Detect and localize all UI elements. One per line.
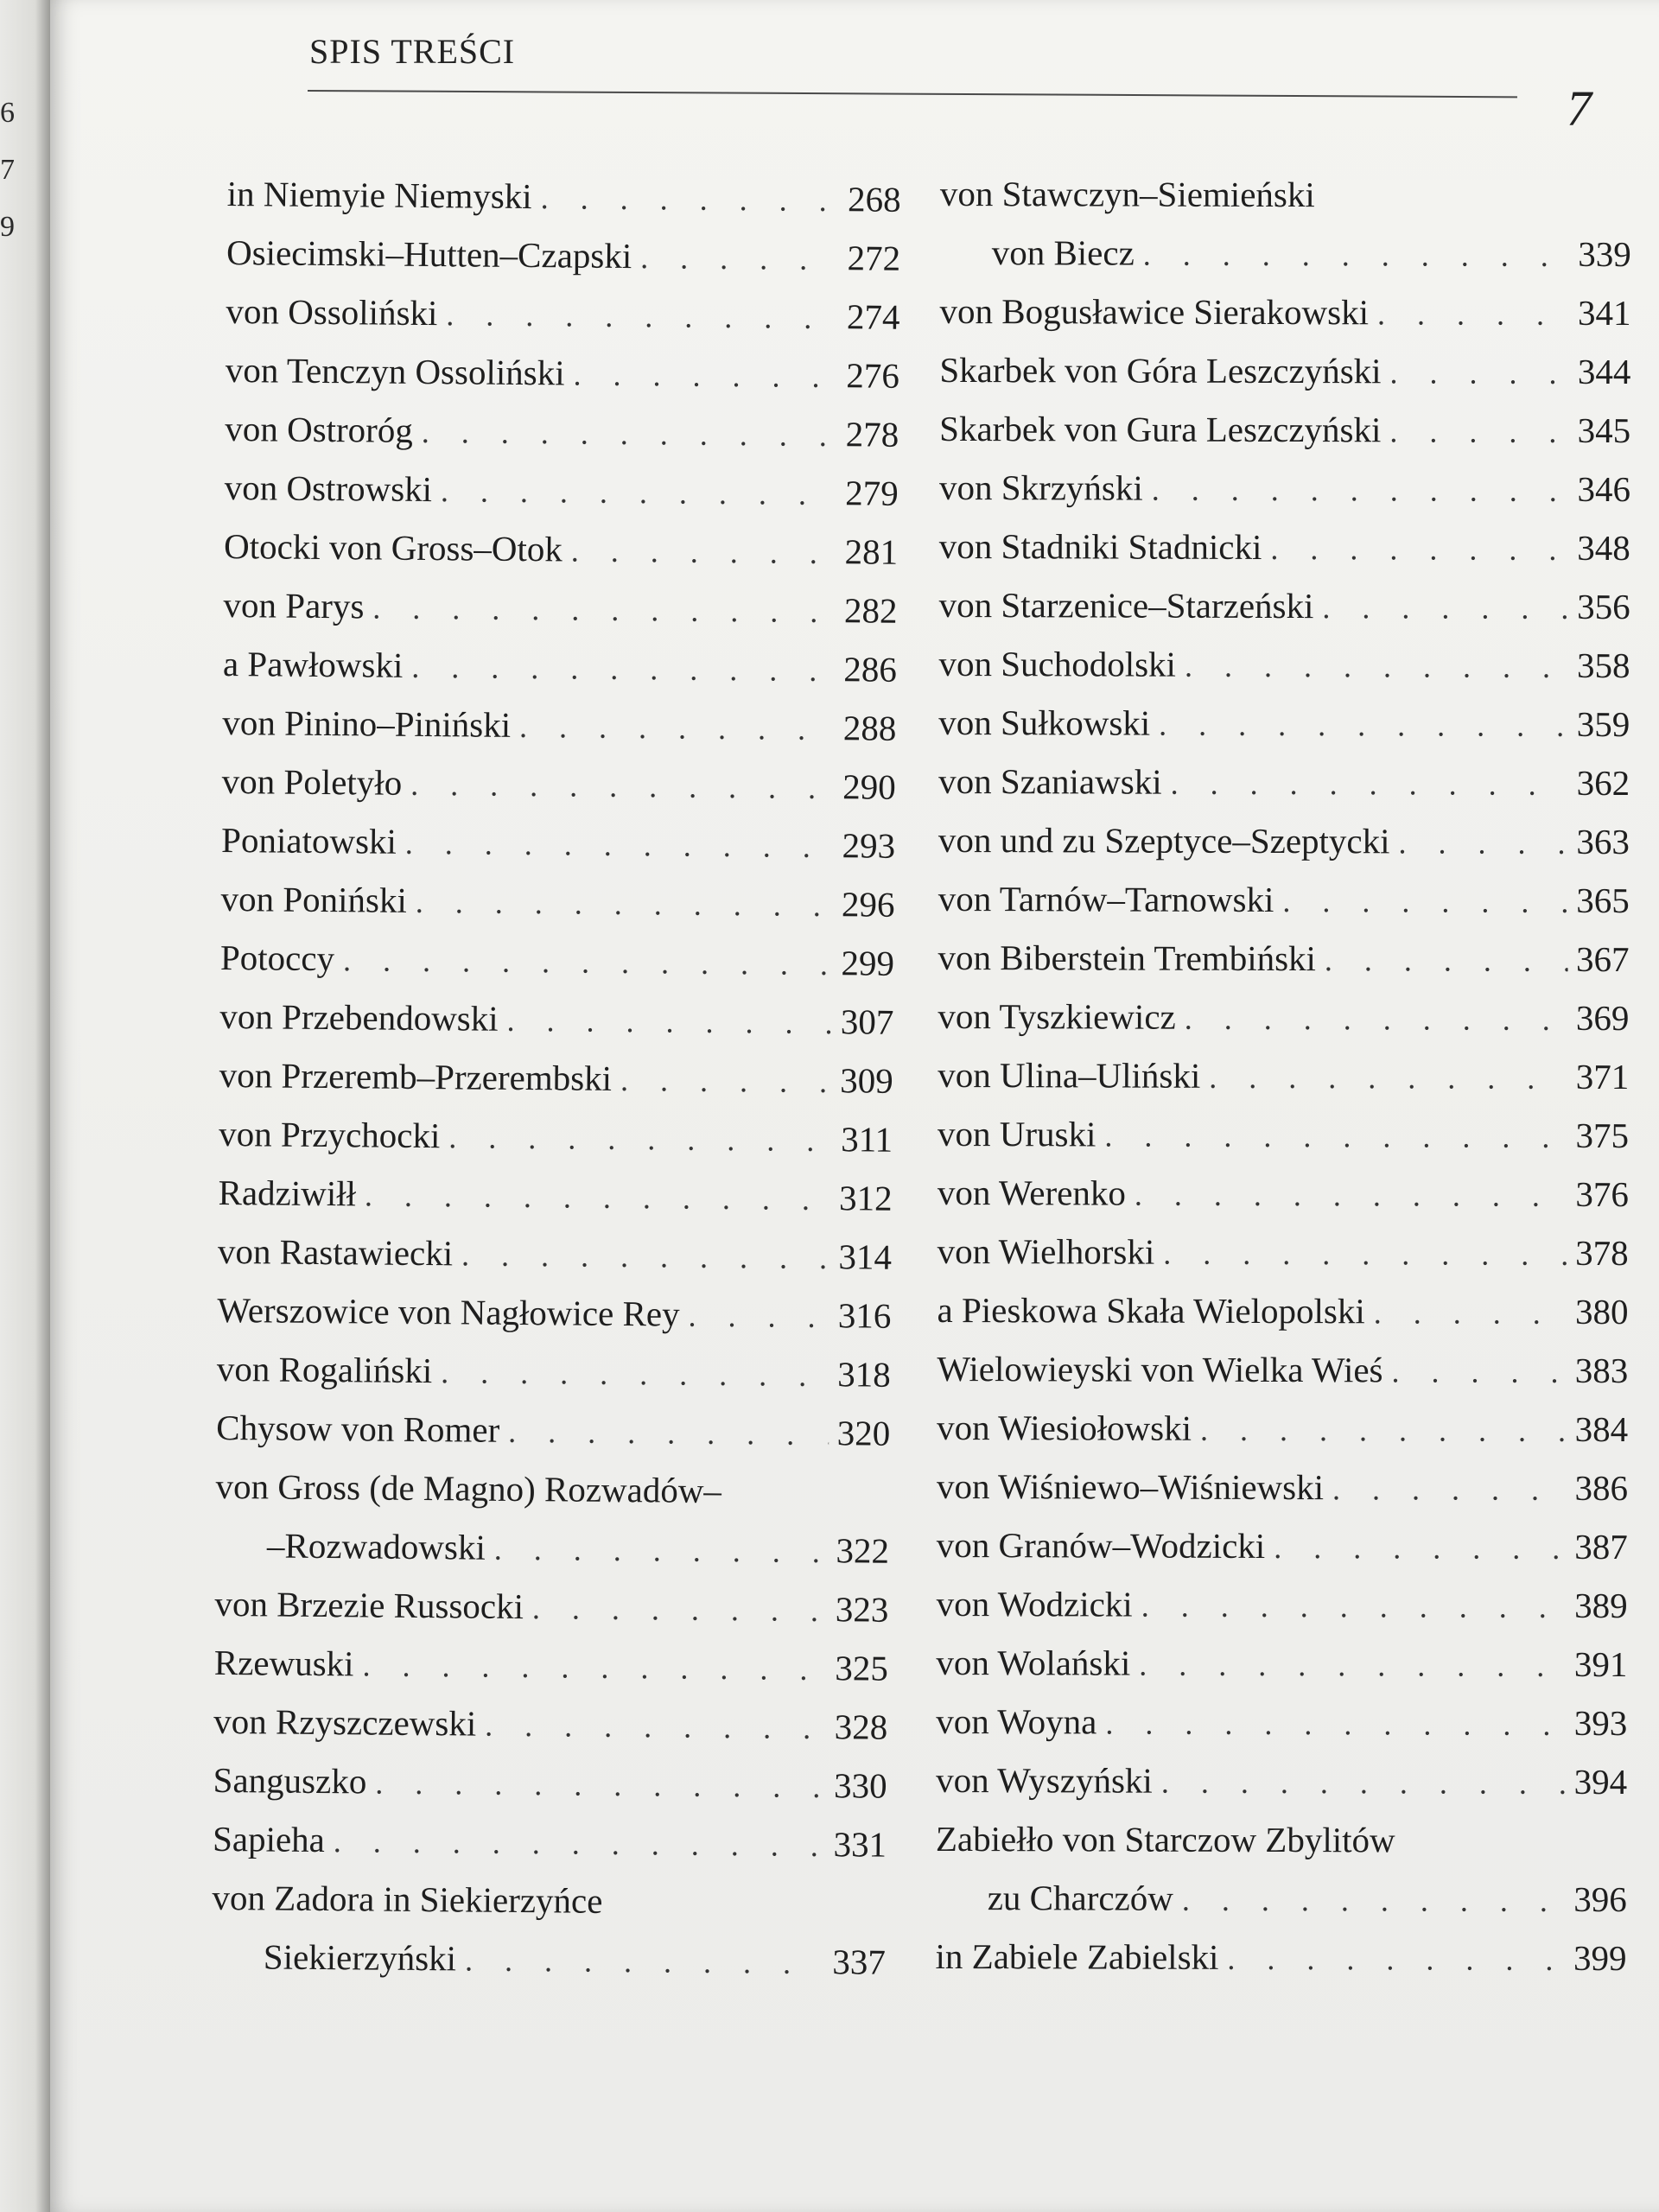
- toc-entry: [938, 1046, 1629, 1106]
- dot-leader: [372, 578, 836, 641]
- toc-entry: [214, 1633, 889, 1698]
- toc-entry-name: von Przebendowski: [219, 995, 499, 1039]
- dot-leader: [1135, 1166, 1567, 1225]
- toc-entry: [217, 1281, 892, 1345]
- toc-entry-name: von Woyna: [936, 1700, 1097, 1742]
- toc-entry-name: von Tarnów–Tarnowski: [938, 878, 1274, 920]
- toc-entry-name: von Starzenice–Starzeński: [938, 584, 1314, 626]
- toc-entry-name: –Rozwadowski: [266, 1525, 486, 1567]
- toc-entry-name: von Przeremb–Przerembski: [219, 1054, 613, 1098]
- toc-entry-name: Potoccy: [219, 937, 335, 979]
- toc-entry-name: von Rastawiecki: [217, 1230, 454, 1274]
- toc-entry-name: Rzewuski: [213, 1642, 354, 1684]
- header-rule: [308, 90, 1517, 98]
- toc-entry: [221, 810, 896, 875]
- dot-leader: [362, 1636, 826, 1699]
- dot-leader: [1391, 1342, 1566, 1402]
- dot-leader: [573, 346, 837, 407]
- dot-leader: [448, 1108, 832, 1170]
- toc-entry-name: von Szaniawski: [938, 760, 1162, 802]
- toc-entry-name: Werszowice von Nagłowice Rey: [217, 1289, 680, 1334]
- toc-entry: [213, 1751, 887, 1815]
- toc-entry: [224, 517, 899, 582]
- toc-entry-page: 272: [847, 238, 901, 278]
- toc-entry: [226, 282, 900, 346]
- dot-leader: [1185, 637, 1568, 696]
- dot-leader: [1139, 1636, 1566, 1695]
- toc-entry: [939, 575, 1630, 636]
- toc-entry-name: a Pieskowa Skała Wielopolski: [937, 1289, 1365, 1332]
- toc-entry-name: von Biberstein Trembiński: [938, 937, 1317, 979]
- toc-entry-page: 330: [833, 1765, 887, 1806]
- toc-entry-page: 371: [1575, 1056, 1630, 1097]
- toc-entry-name: Radziwiłł: [218, 1172, 357, 1214]
- toc-entry: [938, 1222, 1629, 1282]
- toc-entry-name: von Brzezie Russocki: [214, 1583, 524, 1627]
- dot-leader: [1322, 578, 1568, 638]
- toc-entry: [938, 752, 1630, 812]
- toc-entry-page: 337: [832, 1942, 887, 1982]
- toc-entry-name: von Sułkowski: [938, 702, 1151, 743]
- toc-entry-name: von Pinino–Piniński: [222, 702, 512, 745]
- toc-entry-page: 312: [838, 1178, 893, 1218]
- book-page: [50, 0, 1659, 2212]
- toc-entry: [939, 399, 1630, 460]
- dot-leader: [506, 991, 832, 1052]
- toc-entry-page: 378: [1575, 1232, 1629, 1274]
- toc-entry-name: von Werenko: [937, 1172, 1126, 1213]
- toc-entry: [215, 1516, 890, 1580]
- toc-entry: [226, 164, 901, 229]
- toc-entry-page: 288: [842, 708, 897, 748]
- toc-entry: [935, 1927, 1626, 1987]
- toc-entry-name: von Tyszkiewicz: [938, 995, 1176, 1037]
- dot-leader: [1270, 519, 1568, 579]
- dot-leader: [1141, 1577, 1567, 1637]
- toc-entry: [220, 869, 895, 934]
- toc-entry-name: Sapieha: [212, 1818, 326, 1860]
- toc-entry-name: von Wiśniewo–Wiśniewski: [936, 1465, 1325, 1508]
- toc-entry: [216, 1398, 891, 1463]
- dot-leader: [334, 1812, 825, 1875]
- toc-entry-page: 393: [1573, 1702, 1628, 1744]
- toc-entry-name: von Stawczyn–Siemieński: [939, 173, 1315, 215]
- dot-leader: [411, 638, 836, 700]
- toc-entry-name: von Ostroróg: [225, 408, 414, 450]
- dot-leader: [446, 285, 838, 347]
- dot-leader: [1163, 1224, 1567, 1284]
- dot-leader: [1377, 284, 1569, 344]
- toc-entry-page: 276: [846, 355, 900, 396]
- toc-entry: [940, 223, 1631, 283]
- dot-leader: [422, 403, 838, 465]
- page-number: 7: [1567, 80, 1592, 137]
- toc-entry: [224, 458, 899, 523]
- toc-entry: [212, 1927, 887, 1992]
- toc-entry: [219, 987, 894, 1052]
- toc-entry: [937, 1339, 1628, 1400]
- toc-entry-name: von Wolański: [936, 1642, 1131, 1683]
- toc-entry-page: 365: [1576, 880, 1630, 921]
- dot-leader: [1389, 402, 1568, 461]
- toc-entry: [938, 1104, 1629, 1165]
- toc-entry: [939, 458, 1630, 518]
- dot-leader: [1171, 754, 1568, 814]
- toc-entry: [213, 1809, 887, 1874]
- dot-leader: [1104, 1107, 1567, 1166]
- toc-entry-name: von Uruski: [938, 1113, 1096, 1154]
- dot-leader: [620, 1051, 832, 1111]
- dot-leader: [1159, 696, 1568, 755]
- dot-leader: [1389, 343, 1568, 403]
- dot-leader: [1143, 226, 1570, 285]
- toc-entry-page: 356: [1577, 586, 1630, 627]
- toc-entry-page: 396: [1573, 1878, 1627, 1920]
- dot-leader: [1209, 1048, 1567, 1108]
- toc-entry: [219, 1104, 893, 1169]
- toc-entry-page: 394: [1573, 1761, 1628, 1802]
- toc-entry: [939, 517, 1630, 577]
- toc-entry-name: von Rzyszczewski: [213, 1700, 477, 1744]
- toc-entry: [939, 340, 1630, 401]
- previous-page-number: 6: [0, 97, 15, 129]
- toc-entry: [937, 1574, 1628, 1635]
- toc-entry: [937, 1281, 1628, 1341]
- toc-entry-name: von Zadora in Siekierzyńce: [212, 1877, 603, 1921]
- toc-entry-name: in Niemyie Niemyski: [226, 173, 532, 217]
- previous-page-number: 9: [0, 211, 15, 243]
- toc-entry-page: 367: [1576, 938, 1630, 980]
- toc-entry-page: 299: [841, 943, 895, 983]
- toc-entry-name: Sanguszko: [213, 1759, 367, 1802]
- toc-entry-page: 322: [836, 1530, 890, 1571]
- toc-entry-page: 345: [1577, 410, 1631, 451]
- toc-entry: [940, 164, 1631, 225]
- toc-entry-page: 274: [846, 296, 900, 337]
- dot-leader: [1325, 931, 1567, 990]
- toc-entry: [937, 1516, 1628, 1576]
- dot-leader: [441, 1343, 830, 1405]
- dot-leader: [1374, 1283, 1567, 1343]
- toc-entry-page: 281: [844, 531, 899, 572]
- toc-entry-page: 307: [840, 1001, 894, 1042]
- toc-entry: [226, 340, 900, 405]
- dot-leader: [375, 1754, 825, 1817]
- dot-leader: [1282, 872, 1567, 931]
- toc-entry-page: 323: [835, 1589, 889, 1630]
- toc-entry: [221, 752, 896, 817]
- toc-entry: [223, 575, 898, 640]
- toc-entry-name: von Wodzicki: [936, 1583, 1133, 1624]
- dot-leader: [416, 873, 834, 935]
- toc-entry-page: 389: [1574, 1585, 1628, 1626]
- dot-leader: [508, 1402, 829, 1464]
- toc-entry-name: von Skrzyński: [938, 467, 1143, 508]
- dot-leader: [441, 461, 837, 524]
- toc-entry-name: von Wyszyński: [936, 1759, 1153, 1801]
- toc-entry-name: von Bogusławice Sierakowski: [939, 290, 1370, 333]
- toc-entry-page: 341: [1577, 292, 1631, 334]
- toc-entry: [214, 1574, 889, 1639]
- toc-entry: [226, 223, 901, 288]
- toc-entry: [212, 1868, 887, 1933]
- toc-entry: [225, 399, 899, 464]
- running-header: SPIS TREŚCI: [309, 32, 516, 71]
- toc-entry-page: 328: [834, 1707, 888, 1747]
- toc-entry-name: a Pawłowski: [222, 643, 404, 685]
- dot-leader: [465, 1930, 824, 1993]
- toc-entry-page: 363: [1576, 821, 1630, 862]
- toc-entry-name: von Ossoliński: [226, 290, 438, 334]
- toc-entry: [215, 1457, 890, 1522]
- toc-column-right: [935, 164, 1631, 1987]
- toc-entry-name: Skarbek von Góra Leszczyński: [939, 349, 1382, 391]
- toc-entry-page: 359: [1576, 703, 1630, 745]
- toc-entry-name: von und zu Szeptyce–Szeptycki: [938, 819, 1390, 861]
- toc-entry-page: 383: [1574, 1350, 1629, 1391]
- toc-entry-page: 309: [840, 1060, 893, 1101]
- dot-leader: [519, 697, 835, 759]
- toc-entry-page: 325: [835, 1648, 889, 1688]
- previous-page-edge: [0, 0, 50, 2212]
- toc-entry-page: 348: [1577, 527, 1630, 569]
- dot-leader: [571, 521, 836, 582]
- toc-entry: [938, 1163, 1629, 1224]
- toc-entry-page: 339: [1578, 233, 1631, 275]
- toc-entry-page: 320: [836, 1413, 891, 1453]
- toc-entry-name: von Suchodolski: [938, 643, 1177, 684]
- toc-entry-name: von Stadniki Stadnicki: [938, 525, 1262, 567]
- toc-entry-page: 369: [1575, 997, 1630, 1039]
- dot-leader: [494, 1520, 828, 1581]
- toc-entry-page: 358: [1576, 645, 1630, 686]
- toc-entry-page: 391: [1573, 1643, 1628, 1685]
- toc-entry-name: von Parys: [223, 584, 365, 626]
- dot-leader: [1200, 1401, 1567, 1460]
- toc-entry: [936, 1692, 1627, 1752]
- toc-entry: [213, 1692, 888, 1757]
- toc-entry-page: 279: [845, 473, 899, 513]
- dot-leader: [1227, 1929, 1565, 1989]
- toc-entry: [223, 634, 898, 699]
- toc-entry-name: von Wiesiołowski: [937, 1407, 1192, 1448]
- toc-entry-name: von Gross (de Magno) Rozwadów–: [215, 1465, 722, 1511]
- dot-leader: [1332, 1459, 1567, 1519]
- toc-entry-page: 375: [1575, 1115, 1630, 1156]
- toc-entry: [939, 282, 1630, 342]
- toc-entry-name: von Tenczyn Ossoliński: [225, 349, 565, 393]
- toc-entry: [938, 928, 1630, 988]
- dot-leader: [1161, 1753, 1566, 1813]
- dot-leader: [485, 1696, 826, 1758]
- toc-entry-name: zu Charczów: [987, 1878, 1173, 1918]
- dot-leader: [532, 1579, 828, 1640]
- toc-entry-page: 311: [840, 1119, 893, 1160]
- toc-entry-page: 344: [1577, 351, 1631, 392]
- toc-entry-page: 286: [843, 649, 898, 690]
- dot-leader: [410, 755, 835, 817]
- toc-entry-name: von Rogaliński: [216, 1348, 433, 1391]
- toc-entry: [936, 1751, 1627, 1811]
- toc-entry-name: von Ulina–Uliński: [938, 1054, 1201, 1096]
- toc-entry-name: von Poletyło: [221, 760, 403, 803]
- toc-entry: [217, 1339, 892, 1404]
- toc-entry-page: 384: [1574, 1408, 1629, 1450]
- toc-entry-page: 268: [847, 179, 901, 219]
- toc-entry-page: 376: [1575, 1173, 1629, 1215]
- toc-entry: [222, 693, 897, 758]
- dot-leader: [461, 1225, 830, 1287]
- toc-entry: [219, 1046, 894, 1110]
- dot-leader: [1105, 1694, 1566, 1754]
- toc-entry-page: 282: [843, 590, 898, 631]
- toc-entry-page: 290: [842, 766, 896, 807]
- toc-entry-name: von Wielhorski: [937, 1230, 1155, 1272]
- dot-leader: [1398, 813, 1567, 873]
- toc-entry-name: Skarbek von Gura Leszczyński: [939, 408, 1382, 450]
- toc-entry-page: 314: [838, 1236, 893, 1277]
- toc-entry: [938, 810, 1630, 871]
- toc-entry-page: 331: [833, 1824, 887, 1865]
- dot-leader: [640, 228, 839, 289]
- previous-page-number: 7: [0, 154, 15, 186]
- toc-entry: [220, 928, 895, 993]
- toc-entry: [938, 693, 1630, 753]
- toc-entry-page: 399: [1573, 1937, 1627, 1979]
- toc-entry-page: 362: [1576, 762, 1630, 804]
- toc-entry-name: Chysow von Romer: [216, 1407, 500, 1450]
- toc-entry-page: 293: [842, 825, 896, 866]
- toc-entry: [937, 1457, 1628, 1517]
- toc-entry-name: in Zabiele Zabielski: [935, 1936, 1219, 1977]
- dot-leader: [540, 168, 839, 230]
- toc-entry: [218, 1222, 893, 1287]
- toc-column-left: [212, 164, 901, 1992]
- dot-leader: [343, 931, 833, 994]
- toc-entry-name: Zabiełło von Starczow Zbylitów: [935, 1818, 1395, 1860]
- toc-entry: [936, 1868, 1627, 1929]
- toc-entry-page: 318: [837, 1354, 892, 1395]
- toc-entry-name: von Przychocki: [219, 1113, 441, 1156]
- toc-entry-name: von Ostrowski: [224, 467, 433, 510]
- toc-entry-page: 386: [1574, 1467, 1629, 1509]
- dot-leader: [688, 1287, 830, 1346]
- toc-entry-page: 278: [845, 414, 899, 454]
- toc-entry-name: Siekierzyński: [263, 1936, 457, 1979]
- toc-entry-name: Wielowieyski von Wielka Wieś: [937, 1348, 1383, 1390]
- toc-entry: [938, 869, 1630, 930]
- toc-entry-page: 380: [1574, 1291, 1629, 1332]
- dot-leader: [1274, 1518, 1566, 1578]
- toc-entry-page: 316: [837, 1295, 892, 1336]
- toc-entry-name: von Poniński: [220, 878, 408, 920]
- toc-entry: [218, 1163, 893, 1228]
- toc-entry: [938, 634, 1630, 695]
- toc-entry-name: von Granów–Wodzicki: [936, 1524, 1266, 1566]
- toc-entry: [937, 1398, 1628, 1459]
- toc-entry: [936, 1633, 1627, 1694]
- toc-entry-page: 296: [841, 884, 895, 925]
- dot-leader: [1185, 989, 1567, 1049]
- toc-entry-name: Osiecimski–Hutten–Czapski: [226, 232, 632, 276]
- toc-entry-name: von Biecz: [991, 232, 1135, 273]
- toc-entry: [938, 987, 1629, 1047]
- toc-entry-name: Poniatowski: [220, 819, 397, 861]
- dot-leader: [405, 814, 834, 876]
- dot-leader: [1152, 461, 1569, 520]
- toc-entry-page: 346: [1577, 468, 1631, 510]
- toc-entry: [936, 1809, 1627, 1870]
- dot-leader: [1182, 1871, 1566, 1930]
- toc-entry-name: Otocki von Gross–Otok: [223, 525, 563, 569]
- toc-entry-page: 387: [1574, 1526, 1628, 1567]
- dot-leader: [365, 1166, 831, 1229]
